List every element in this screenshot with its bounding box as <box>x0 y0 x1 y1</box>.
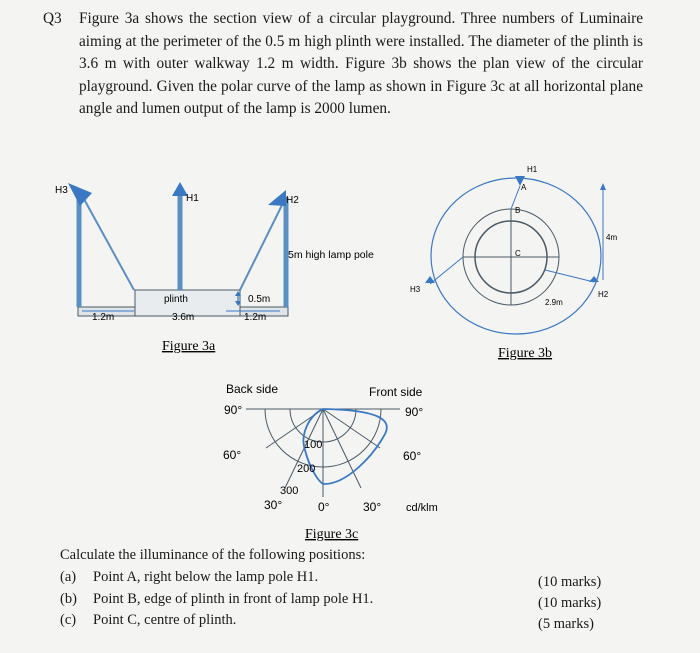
angle-30-left: 30° <box>264 498 283 512</box>
plan-height: 4m <box>606 233 618 242</box>
back-side-label: Back side <box>226 382 279 396</box>
pole-label: 5m high lamp pole <box>288 249 374 261</box>
lamp-h3 <box>68 183 92 206</box>
angle-60-right: 60° <box>403 449 422 463</box>
part-text: Point B, edge of plinth in front of lamp pole H1. <box>93 591 374 607</box>
unit-label: cd/klm <box>406 502 438 514</box>
plan-radius: 2.9m <box>545 298 563 307</box>
angle-0: 0° <box>318 500 330 514</box>
figure-3b <box>410 165 617 361</box>
caption-figure-3a: Figure 3a <box>162 339 216 354</box>
calc-intro: Calculate the illuminance of the following positions: <box>60 547 366 563</box>
caption-figure-3c: Figure 3c <box>305 527 359 542</box>
plan-label-h3: H3 <box>410 285 421 294</box>
front-side-label: Front side <box>369 385 423 399</box>
part-text: Point A, right below the lamp pole H1. <box>93 569 319 585</box>
plan-label-h1: H1 <box>527 165 538 174</box>
lamp-h2 <box>268 190 286 206</box>
part-label: (c) <box>60 612 77 628</box>
part-label: (b) <box>60 591 77 607</box>
angle-90-right: 90° <box>405 405 424 419</box>
plinth-diameter: 3.6m <box>172 312 195 323</box>
figure-3c <box>223 382 438 542</box>
radius-100: 100 <box>304 439 323 451</box>
angle-90-left: 90° <box>224 403 243 417</box>
marks-c: (5 marks) <box>538 616 594 632</box>
point-c: C <box>515 249 521 258</box>
label-h2: H2 <box>286 195 299 206</box>
caption-figure-3b: Figure 3b <box>498 346 553 361</box>
label-h3: H3 <box>55 185 68 196</box>
walkway-left-width: 1.2m <box>92 312 115 323</box>
plinth-label: plinth <box>164 294 188 305</box>
marks-b: (10 marks) <box>538 595 602 611</box>
walkway-right-width: 1.2m <box>244 312 267 323</box>
question-text: Figure 3a shows the section view of a circular playground. Three numbers of Luminaire aiming at the perimeter of the 0.5 m high plinth were installed. The diameter of the plinth is 3.6 m with outer walkway 1.2 m width. Figure 3b shows the plan view of the circular playground. Given the polar curve of the lamp as shown in Figure 3c at all horizontal plane angle and lumen output of the lamp is 2000 lumen. <box>79 10 643 117</box>
part-text: Point C, centre of plinth. <box>93 612 237 628</box>
plinth-height: 0.5m <box>248 294 271 305</box>
part-label: (a) <box>60 569 77 585</box>
question-number: Q3 <box>43 10 62 27</box>
label-h1: H1 <box>186 193 199 204</box>
radius-300: 300 <box>280 485 299 497</box>
radius-200: 200 <box>297 463 316 475</box>
angle-30-right: 30° <box>363 500 382 514</box>
marks-a: (10 marks) <box>538 574 602 590</box>
plan-label-h2: H2 <box>598 290 609 299</box>
angle-60-left: 60° <box>223 448 242 462</box>
point-b: B <box>515 206 521 215</box>
point-a: A <box>521 183 527 192</box>
